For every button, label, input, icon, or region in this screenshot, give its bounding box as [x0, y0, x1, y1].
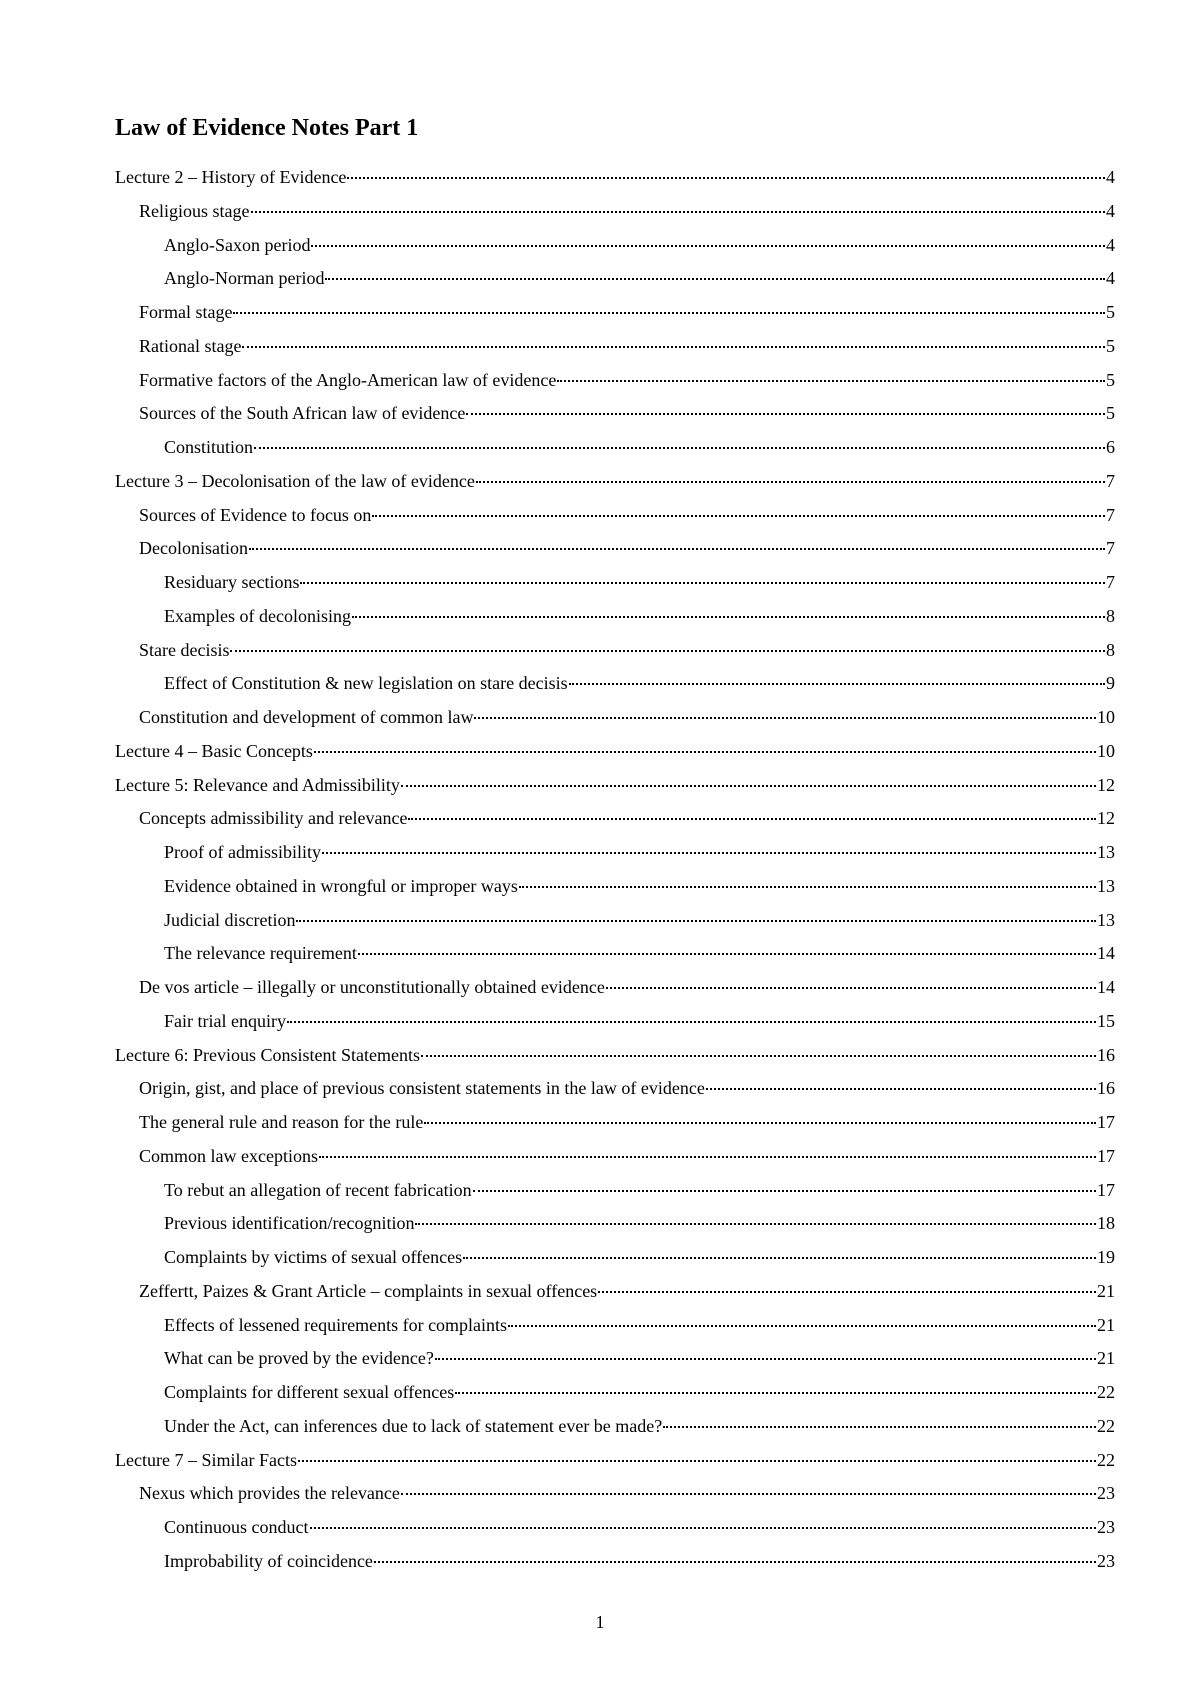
toc-entry[interactable]: [115, 300, 1115, 334]
toc-entry-title: Common law exceptions: [139, 1145, 318, 1166]
toc-entry-title: Rational stage: [139, 335, 242, 356]
toc-entry[interactable]: [115, 536, 1115, 570]
toc-dot-leader: [508, 1325, 1096, 1327]
toc-entry-title: Constitution and development of common law: [139, 707, 474, 727]
toc-entry[interactable]: [115, 368, 1115, 402]
toc-entry-title: Constitution: [164, 437, 254, 457]
toc-entry[interactable]: [115, 975, 1115, 1009]
toc-entry-page-number: 12: [1097, 774, 1115, 795]
toc-entry-page-number: 10: [1097, 707, 1115, 727]
toc-dot-leader: [230, 650, 1105, 652]
toc-entry-title: Nexus which provides the relevance: [139, 1483, 400, 1504]
toc-entry[interactable]: [115, 705, 1115, 739]
toc-dot-leader: [300, 582, 1105, 584]
toc-dot-leader: [435, 1358, 1096, 1360]
toc-dot-leader: [310, 1527, 1097, 1529]
toc-entry[interactable]: [115, 1313, 1115, 1347]
toc-entry[interactable]: [115, 1144, 1115, 1178]
toc-dot-leader: [249, 548, 1105, 550]
document-title: Law of Evidence Notes Part 1: [115, 115, 419, 141]
toc-entry-title: Judicial discretion: [164, 909, 296, 930]
toc-dot-leader: [296, 920, 1096, 922]
toc-entry-title: Formative factors of the Anglo-American law of evidence: [139, 369, 557, 390]
toc-entry[interactable]: [115, 840, 1115, 874]
toc-entry-title: Under the Act, can inferences due to lack of statement ever be made?: [164, 1415, 663, 1436]
toc-entry[interactable]: [115, 1448, 1115, 1482]
toc-entry-page-number: 4: [1106, 234, 1115, 255]
toc-entry-title: Decolonisation: [139, 538, 248, 559]
toc-entry-title: Complaints by victims of sexual offences: [164, 1247, 463, 1267]
toc-entry-page-number: 14: [1097, 977, 1115, 997]
toc-entry-title: Anglo-Saxon period: [164, 234, 311, 255]
toc-entry-title: Lecture 4 – Basic Concepts: [115, 740, 313, 761]
toc-dot-leader: [319, 1156, 1096, 1158]
toc-dot-leader: [424, 1122, 1096, 1124]
toc-entry-title: Lecture 6: Previous Consistent Statements: [115, 1044, 420, 1065]
toc-entry-page-number: 10: [1097, 740, 1115, 761]
page-number: 1: [595, 1612, 605, 1632]
toc-entry[interactable]: [115, 1346, 1115, 1380]
toc-dot-leader: [408, 818, 1096, 820]
toc-entry-title: Effect of Constitution & new legislation on stare decisis: [164, 673, 568, 694]
toc-dot-leader: [706, 1088, 1096, 1090]
toc-dot-leader: [663, 1426, 1096, 1428]
toc-entry-title: Anglo-Norman period: [164, 268, 325, 289]
toc-entry-title: Zeffertt, Paizes & Grant Article – complaints in sexual offences: [139, 1280, 598, 1301]
toc-entry-page-number: 22: [1097, 1415, 1115, 1436]
toc-dot-leader: [347, 177, 1105, 179]
toc-entry-title: Effects of lessened requirements for complaints: [164, 1314, 508, 1335]
toc-entry-title: Origin, gist, and place of previous consistent statements in the law of evidence: [139, 1078, 705, 1099]
toc-entry-page-number: 17: [1097, 1145, 1115, 1166]
toc-dot-leader: [466, 413, 1105, 415]
toc-entry[interactable]: [115, 1245, 1115, 1279]
toc-entry-page-number: 5: [1106, 335, 1115, 356]
toc-dot-leader: [473, 1190, 1096, 1192]
toc-entry[interactable]: [115, 503, 1115, 537]
toc-entry[interactable]: [115, 1110, 1115, 1144]
toc-entry-page-number: 5: [1106, 302, 1115, 322]
toc-entry-page-number: 7: [1106, 538, 1115, 559]
toc-dot-leader: [314, 751, 1096, 753]
toc-entry-title: Formal stage: [139, 302, 233, 322]
toc-entry-page-number: 23: [1097, 1517, 1115, 1537]
toc-entry[interactable]: [115, 1178, 1115, 1212]
toc-entry-title: Complaints for different sexual offences: [164, 1382, 455, 1402]
toc-entry-title: What can be proved by the evidence?: [164, 1348, 434, 1369]
toc-entry[interactable]: [115, 1380, 1115, 1414]
toc-entry-page-number: 21: [1097, 1314, 1115, 1335]
toc-dot-leader: [311, 245, 1105, 247]
toc-dot-leader: [401, 1493, 1096, 1495]
toc-entry[interactable]: [115, 570, 1115, 604]
toc-entry-page-number: 7: [1106, 572, 1115, 592]
toc-entry-page-number: 15: [1097, 1010, 1115, 1031]
toc-dot-leader: [242, 346, 1105, 348]
toc-entry-title: Improbability of coincidence: [164, 1550, 373, 1571]
toc-entry[interactable]: [115, 469, 1115, 503]
toc-entry[interactable]: [115, 1481, 1115, 1515]
toc-entry-title: Residuary sections: [164, 572, 300, 592]
toc-entry-title: Previous identification/recognition: [164, 1213, 415, 1234]
toc-entry-page-number: 5: [1106, 369, 1115, 390]
toc-entry-title: Fair trial enquiry: [164, 1010, 286, 1031]
toc-entry[interactable]: [115, 638, 1115, 672]
toc-entry-page-number: 23: [1097, 1483, 1115, 1504]
toc-entry-page-number: 13: [1097, 909, 1115, 930]
toc-entry-page-number: 19: [1097, 1247, 1115, 1267]
toc-entry-page-number: 9: [1106, 673, 1115, 694]
toc-entry[interactable]: [115, 1414, 1115, 1448]
toc-entry-page-number: 5: [1106, 403, 1115, 424]
toc-entry-title: Lecture 3 – Decolonisation of the law of evidence: [115, 470, 475, 491]
toc-entry-page-number: 16: [1097, 1078, 1115, 1099]
toc-entry-page-number: 4: [1106, 200, 1115, 221]
toc-entry-page-number: 8: [1106, 639, 1115, 660]
toc-entry[interactable]: [115, 806, 1115, 840]
toc-entry-page-number: 12: [1097, 808, 1115, 829]
toc-dot-leader: [322, 852, 1096, 854]
toc-entry[interactable]: [115, 435, 1115, 469]
toc-entry[interactable]: [115, 199, 1115, 233]
toc-entry-title: Sources of Evidence to focus on: [139, 504, 372, 525]
toc-entry-page-number: 17: [1097, 1179, 1115, 1200]
toc-dot-leader: [233, 312, 1105, 314]
toc-dot-leader: [358, 953, 1096, 955]
toc-dot-leader: [287, 1021, 1096, 1023]
toc-dot-leader: [476, 481, 1105, 483]
toc-entry[interactable]: [115, 671, 1115, 705]
toc-entry-title: Continuous conduct: [164, 1517, 309, 1537]
toc-entry-title: Stare decisis: [139, 639, 230, 660]
toc-dot-leader: [415, 1223, 1096, 1225]
toc-entry-page-number: 23: [1097, 1550, 1115, 1571]
toc-entry-page-number: 22: [1097, 1382, 1115, 1402]
toc-entry[interactable]: [115, 773, 1115, 807]
toc-dot-leader: [474, 717, 1096, 719]
toc-entry[interactable]: [115, 334, 1115, 368]
toc-entry-page-number: 16: [1097, 1044, 1115, 1065]
toc-entry[interactable]: [115, 1279, 1115, 1313]
toc-entry-title: Lecture 7 – Similar Facts: [115, 1449, 297, 1470]
table-of-contents: [115, 165, 1115, 1583]
toc-entry-page-number: 21: [1097, 1348, 1115, 1369]
toc-dot-leader: [519, 886, 1096, 888]
toc-entry[interactable]: [115, 1515, 1115, 1549]
toc-entry[interactable]: [115, 941, 1115, 975]
toc-entry-page-number: 14: [1097, 943, 1115, 964]
toc-entry[interactable]: [115, 165, 1115, 199]
toc-entry-title: Lecture 2 – History of Evidence: [115, 167, 347, 187]
toc-entry-page-number: 18: [1097, 1213, 1115, 1234]
toc-entry-page-number: 13: [1097, 875, 1115, 896]
toc-entry-page-number: 17: [1097, 1112, 1115, 1132]
toc-dot-leader: [606, 987, 1096, 989]
toc-dot-leader: [325, 278, 1105, 280]
toc-entry-title: Concepts admissibility and relevance: [139, 808, 408, 829]
toc-dot-leader: [298, 1460, 1096, 1462]
toc-dot-leader: [463, 1257, 1096, 1259]
toc-dot-leader: [374, 1561, 1096, 1563]
toc-entry-title: Proof of admissibility: [164, 842, 321, 862]
toc-dot-leader: [569, 683, 1105, 685]
toc-dot-leader: [401, 785, 1096, 787]
toc-entry[interactable]: [115, 233, 1115, 267]
toc-entry-page-number: 21: [1097, 1280, 1115, 1301]
toc-entry-title: To rebut an allegation of recent fabrication: [164, 1179, 472, 1200]
toc-entry-title: Evidence obtained in wrongful or improper ways: [164, 875, 518, 896]
toc-entry-page-number: 6: [1106, 437, 1115, 457]
toc-entry-page-number: 7: [1106, 470, 1115, 491]
toc-entry[interactable]: [115, 1211, 1115, 1245]
toc-entry[interactable]: [115, 739, 1115, 773]
toc-entry-page-number: 7: [1106, 504, 1115, 525]
toc-entry-title: The general rule and reason for the rule: [139, 1112, 424, 1132]
toc-entry[interactable]: [115, 874, 1115, 908]
toc-dot-leader: [598, 1291, 1096, 1293]
toc-dot-leader: [455, 1392, 1096, 1394]
toc-entry[interactable]: [115, 604, 1115, 638]
toc-entry[interactable]: [115, 1009, 1115, 1043]
toc-entry-page-number: 8: [1106, 605, 1115, 626]
toc-entry-page-number: 4: [1106, 268, 1115, 289]
toc-entry[interactable]: [115, 1076, 1115, 1110]
toc-entry-title: Examples of decolonising: [164, 605, 351, 626]
toc-entry-page-number: 22: [1097, 1449, 1115, 1470]
toc-dot-leader: [251, 211, 1106, 213]
toc-entry-page-number: 13: [1097, 842, 1115, 862]
toc-dot-leader: [557, 380, 1105, 382]
toc-entry[interactable]: [115, 1549, 1115, 1583]
toc-entry[interactable]: [115, 266, 1115, 300]
toc-dot-leader: [421, 1055, 1096, 1057]
toc-entry[interactable]: [115, 908, 1115, 942]
toc-dot-leader: [352, 616, 1105, 618]
toc-entry[interactable]: [115, 1043, 1115, 1077]
toc-entry-title: Religious stage: [139, 200, 250, 221]
toc-entry[interactable]: [115, 401, 1115, 435]
toc-entry-title: De vos article – illegally or unconstitutionally obtained evidence: [139, 977, 605, 997]
toc-entry-title: The relevance requirement: [164, 943, 357, 964]
toc-entry-title: Sources of the South African law of evidence: [139, 403, 466, 424]
toc-dot-leader: [372, 515, 1105, 517]
toc-entry-page-number: 4: [1106, 167, 1115, 187]
toc-entry-title: Lecture 5: Relevance and Admissibility: [115, 774, 400, 795]
toc-dot-leader: [254, 447, 1105, 449]
